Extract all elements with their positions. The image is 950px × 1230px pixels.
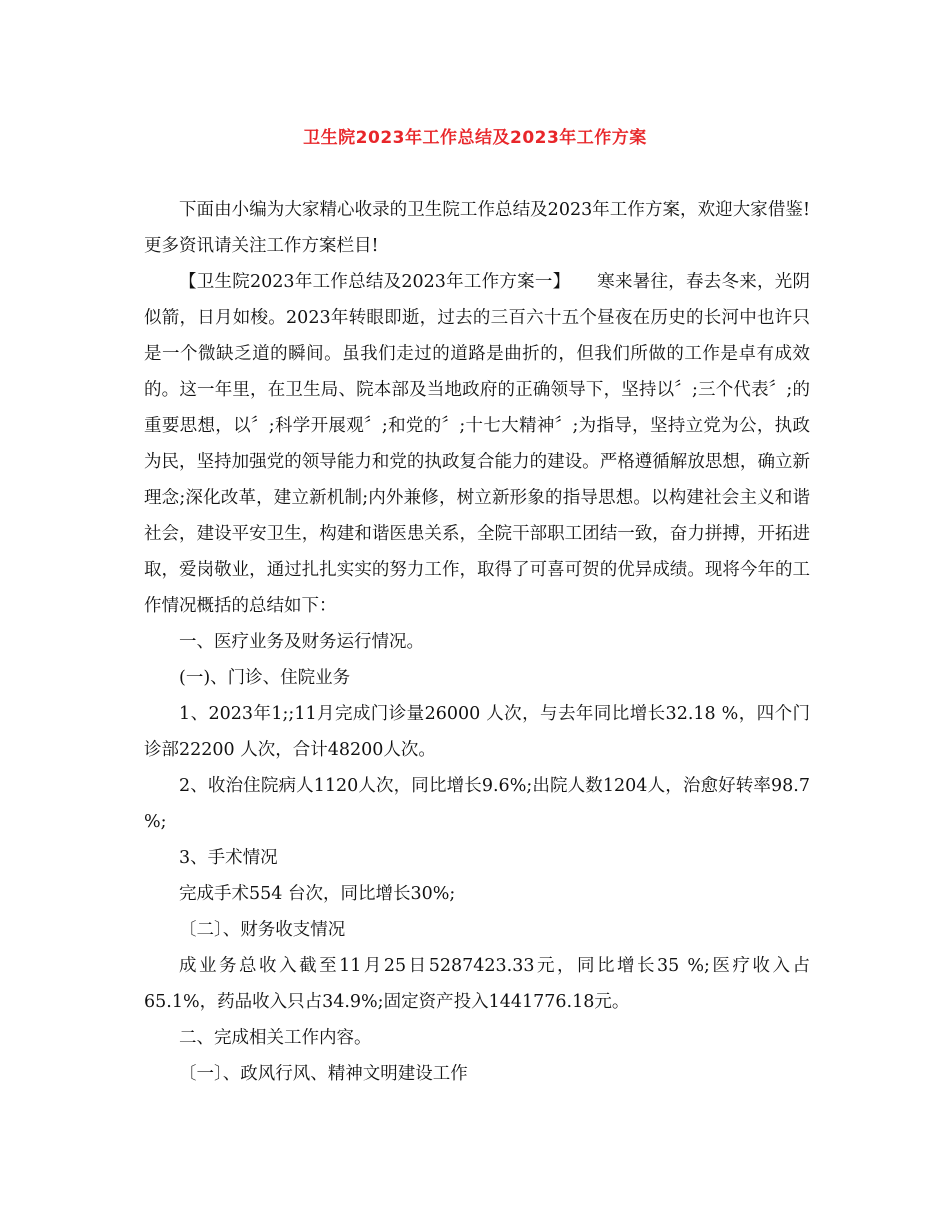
paragraph-outpatient-count: 1、2023年1;;11月完成门诊量26000 人次，与去年同比增长32.18 %，四个门诊部22200 人次，合计48200人次。 [144, 704, 810, 760]
heading-surgery: 3、手术情况 [179, 848, 278, 868]
paragraph-intro: 下面由小编为大家精心收录的卫生院工作总结及2023年工作方案，欢迎大家借鉴!更多资讯请关注工作方案栏目! [144, 200, 810, 256]
document-body [144, 192, 810, 1092]
paragraph-finance: 成业务总收入截至11月25日5287423.33元，同比增长35 %;医疗收入占65.1%，药品收入只占34.9%;固定资产投入1441776.18元。 [144, 956, 810, 1012]
heading-conduct: 〔一〕、政风行风、精神文明建设工作 [179, 1064, 468, 1084]
heading-section-two: 二、完成相关工作内容。 [179, 1028, 372, 1048]
paragraph-inpatient-count: 2、收治住院病人1120人次，同比增长9.6%;出院人数1204人，治愈好转率98.7 %; [144, 776, 810, 832]
heading-outpatient: (一)、门诊、住院业务 [179, 668, 351, 688]
paragraph-plan-one: 【卫生院2023年工作总结及2023年工作方案一】 寒来暑往，春去冬来，光阴似箭，日月如梭。2023年转眼即逝，过去的三百六十五个昼夜在历史的长河中也许只是一个微缺乏道的瞬间。虽我们走过的道路是曲折的，但我们所做的工作是卓有成效的。这一年里，在卫生局、院本部及当地政府的正确领导下，坚持以〞;三个代表〞;的重要思想，以〞;科学开展观〞;和党的〞;十七大精神〞;为指导，坚持立党为公，执政为民，坚持加强党的领导能力和党的执政复合能力的建设。严格遵循解放思想，确立新理念;深化改革，建立新机制;内外兼修，树立新形象的指导思想。以构建社会主义和谐社会，建设平安卫生，构建和谐医患关系，全院干部职工团结一致，奋力拼搏，开拓进取，爱岗敬业，通过扎扎实实的努力工作，取得了可喜可贺的优异成绩。现将今年的工作情况概括的总结如下： [144, 272, 810, 616]
paragraph-surgery: 完成手术554 台次，同比增长30%; [179, 884, 456, 904]
heading-section-one: 一、医疗业务及财务运行情况。 [179, 632, 424, 652]
heading-finance: 〔二〕、财务收支情况 [179, 920, 346, 940]
document-title: 卫生院2023年工作总结及2023年工作方案 [303, 128, 647, 148]
